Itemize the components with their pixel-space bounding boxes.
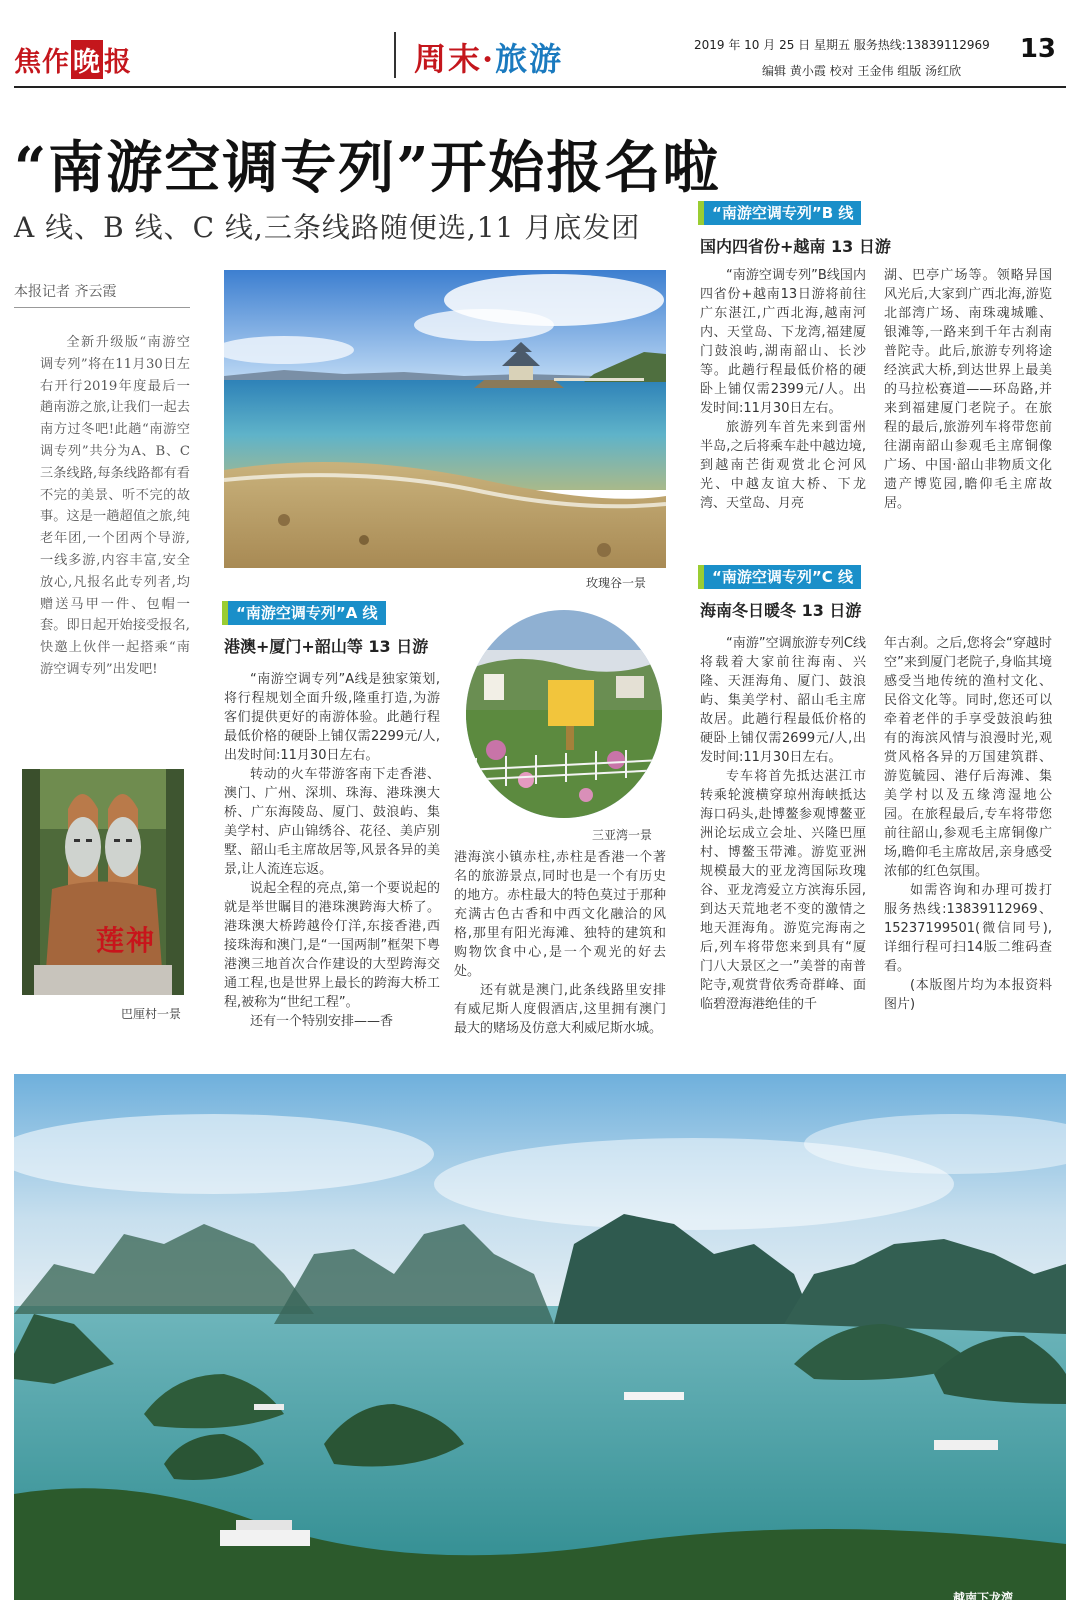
line-a-paragraph: “南游空调专列”A线是独家策划,将行程规划全面升级,隆重打造,为游客们提供更好的南游体验。此趟行程最低价格的硬卧上铺仅需2299元/人,出发时间:11月30日左右。 — [224, 672, 440, 763]
village-illustration — [22, 769, 184, 995]
halong-bay-photo — [14, 1074, 1066, 1600]
date-line: 2019 年 10 月 25 日 星期五 服务热线:13839112969 — [694, 38, 990, 52]
page-number: 13 — [1019, 34, 1056, 64]
line-a-tag: “南游空调专列”A 线 — [222, 601, 386, 625]
masthead — [14, 30, 1066, 86]
line-a-paragraph: 还有一个特别安排——香 — [250, 1014, 394, 1029]
section-dot: · — [482, 40, 496, 78]
village-sign-text: 莲神 — [96, 924, 157, 957]
section-name: 周末 — [414, 40, 483, 78]
line-a-column-2 — [454, 848, 666, 1038]
line-c-paragraph: 如需咨询和办理可拨打服务热线:13839112969、15237199501(微信同号),详细行程可扫14版二维码查看。 — [884, 883, 1052, 974]
intro-paragraph: 全新升级版“南游空调专列”将在11月30日左右开行2019年度最后一趟南游之旅,让我们一起去南方过冬吧!此趟“南游空调专列”共分为A、B、C三条线路,每条线路都有看不完的美景、听不完的故事。这是一趟超值之旅,纯老年团,一个团两个导游,一线多游,内容丰富,安全放心,凡报名此专列者,均赠送马甲一件、包帽一套。即日起开始接受报名,快邀上伙伴一起搭乘“南游空调专列”出发吧! — [40, 335, 190, 677]
line-b-paragraph: “南游空调专列”B线国内四省份+越南13日游将前往广东湛江,广西北海,越南河内、天堂岛、下龙湾,福建厦门鼓浪屿,湖南韶山、长沙等。此趟行程最低价格的硬卧上铺仅需2399元/人。出发时间:11月30日左右。 — [700, 268, 866, 416]
logo-text-a: 焦作 — [14, 47, 70, 78]
line-b-tag: “南游空调专列”B 线 — [698, 201, 861, 225]
line-b-paragraph: 旅游列车首先来到雷州半岛,之后将乘车赴中越边境,到越南芒街观赏北仑河风光、中越友谊大桥、下龙湾、天堂岛、月亮 — [700, 420, 866, 511]
line-c-tag: “南游空调专列”C 线 — [698, 565, 861, 589]
line-b-route: 国内四省份+越南 13 日游 — [700, 237, 891, 256]
headline: “南游空调专列”开始报名啦 — [14, 135, 721, 201]
subheadline: A 线、B 线、C 线,三条线路随便选,11 月底发团 — [14, 211, 641, 244]
section-subname: 旅游 — [495, 40, 564, 78]
line-a-column-1 — [224, 670, 440, 1031]
line-a-paragraph: 说起全程的亮点,第一个要说起的就是举世瞩目的港珠澳跨海大桥了。港珠澳大桥跨越伶仃洋,东接香港,西接珠海和澳门,是“一国两制”框架下粤港澳三地首次合作建设的大型跨海交通工程,也是世界上最长的跨海大桥工程,被称为“世纪工程”。 — [224, 881, 440, 1010]
line-c-paragraph: “南游”空调旅游专列C线将载着大家前往海南、兴隆、天涯海角、厦门、鼓浪屿、集美学村、韶山毛主席故居。此趟行程最低价格的硬卧上铺仅需2699元/人,出发时间:11月30日左右。 — [700, 636, 866, 765]
line-c-paragraph: 专车将首先抵达湛江市转乘轮渡横穿琼州海峡抵达海口码头,赴博鳌参观博鳌亚洲论坛成立会址、兴隆巴厘村、博鳌玉带滩。游览亚洲规模最大的亚龙湾国际玫瑰谷、亚龙湾爱立方滨海乐园,到达天荒地老不变的激情之地天涯海角。游览完海南之后,列车将带您来到具有“厦门八大景区之一”美誉的南普陀寺,观赏背依秀奇群峰、面临碧澄海港绝佳的千 — [700, 769, 866, 1012]
masthead-rule — [14, 86, 1066, 88]
village-caption: 巴厘村一景 — [121, 1007, 182, 1021]
line-c-paragraph: (本版图片均为本报资料图片) — [884, 978, 1052, 1012]
line-b-paragraph: 湖、巴亭广场等。领略异国风光后,大家到广西北海,游览北部湾广场、南珠魂城雕、银滩等,一路来到千年古刹南普陀寺。此后,旅游专列将途经滨武大桥,到达世界上最美的马拉松赛道——环岛路,并来到福建厦门老院子。在旅程的最后,旅游列车将带您前往湖南韶山参观毛主席铜像广场、中国·韶山非物质文化遗产博览园,瞻仰毛主席故居。 — [884, 268, 1052, 511]
masthead-divider — [394, 32, 396, 78]
logo-box: 晚 — [71, 40, 103, 79]
halong-caption: 越南下龙湾 — [953, 1591, 1014, 1605]
line-c-paragraph: 年古刹。之后,您将会“穿越时空”来到厦门老院子,身临其境感受当地传统的渔村文化、民俗文化等。同时,您还可以牵着老伴的手享受鼓浪屿独有的海滨风情与浪漫时光,观赏风格各异的万国建筑群、游览毓园、港仔后海滩、集美学村以及五缘湾湿地公园。在旅程最后,专车将带您前往韶山,参观毛主席铜像广场,瞻仰毛主席故居,亲身感受浓郁的红色氛围。 — [884, 636, 1052, 879]
village-photo — [22, 769, 184, 995]
garden-illustration — [466, 610, 662, 818]
byline: 本报记者 齐云霞 — [14, 281, 190, 308]
line-c-column-2 — [884, 634, 1052, 1014]
line-c-column-1 — [700, 634, 866, 1014]
bay-caption: 玫瑰谷一景 — [586, 576, 647, 590]
line-a-paragraph: 港海滨小镇赤柱,赤柱是香港一个著名的旅游景点,同时也是一个有历史的地方。赤柱最大的特色莫过于那种充满古色古香和中西文化融洽的风格,那里有阳光海滩、独特的建筑和购物饮食中心,是一个观光的好去处。 — [454, 850, 666, 979]
line-a-paragraph: 还有就是澳门,此条线路里安排有威尼斯人度假酒店,这里拥有澳门最大的赌场及仿意大利威尼斯水城。 — [454, 983, 666, 1036]
line-b-column-1 — [700, 266, 866, 513]
bay-illustration — [224, 270, 666, 568]
line-a-paragraph: 转动的火车带游客南下走香港、澳门、广州、深圳、珠海、港珠澳大桥、广东海陵岛、厦门、鼓浪屿、集美学村、庐山锦绣谷、花径、美庐别墅、韶山毛主席故居等,风景各异的美景,让人流连忘返。 — [224, 767, 440, 877]
halong-bay-illustration — [14, 1074, 1066, 1600]
line-a-route: 港澳+厦门+韶山等 13 日游 — [224, 637, 429, 656]
newspaper-logo — [14, 40, 132, 79]
garden-caption: 三亚湾一景 — [592, 828, 653, 842]
logo-text-b: 报 — [104, 47, 132, 78]
staff-line: 编辑 黄小霞 校对 王金伟 组版 汤红欣 — [762, 64, 962, 78]
line-c-route: 海南冬日暖冬 13 日游 — [700, 601, 862, 620]
line-b-column-2 — [884, 266, 1052, 513]
section-heading — [414, 34, 563, 80]
bay-photo — [224, 270, 666, 568]
garden-photo — [466, 610, 662, 818]
